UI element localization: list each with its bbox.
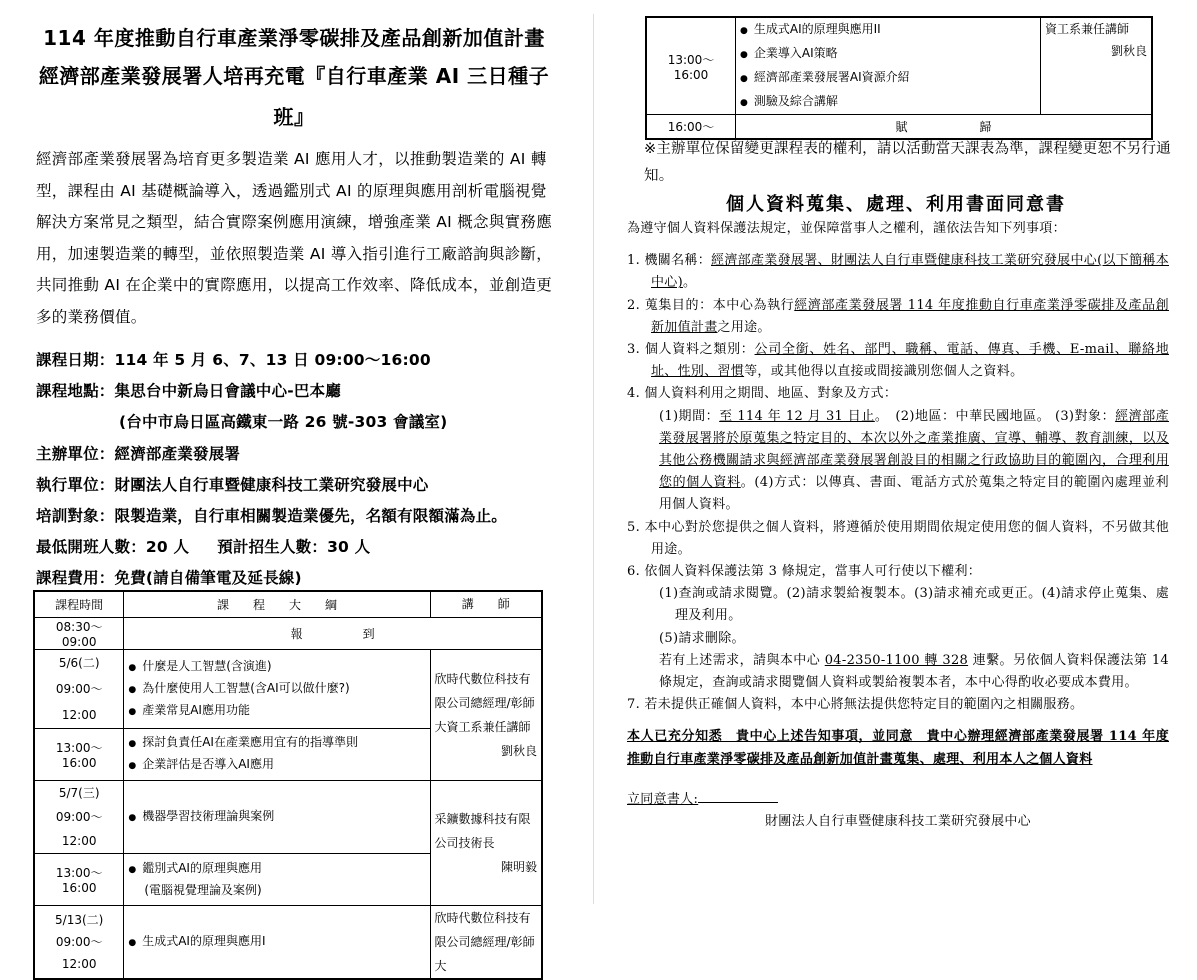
- topic-item: ● 機器學習技術理論與案例: [128, 806, 425, 828]
- topic-note: (電腦視覺理論及案例): [144, 883, 262, 897]
- day3-date: 5/13(二): [55, 912, 104, 927]
- consent-item-1: 1. 機關名稱：經濟部產業發展署、財團法人自行車暨健康科技工業研究發展中心(以下簡稱本中心)。: [627, 253, 1169, 291]
- consent-item-3: 3. 個人資料之類別：公司全銜、姓名、部門、職稱、電話、傳真、手機、E-mail、聯絡地址、性別、習慣等，或其他得以直接或間接識別您個人之資料。: [627, 342, 1169, 380]
- day2-am-range: 09:00～12:00: [55, 809, 103, 848]
- course-fee: 課程費用：免費(請自備筆電及延長線): [36, 569, 302, 588]
- executor: 執行單位：財團法人自行車暨健康科技工業研究發展中心: [36, 475, 429, 494]
- checkin-time: 08:30～09:00: [34, 617, 124, 649]
- topic-item: ● 經濟部產業發展署AI資源介紹: [740, 66, 1036, 90]
- consent-item-7: 7. 若未提供正確個人資料，本中心將無法提供您特定目的範圍內之相關服務。: [627, 697, 1084, 713]
- day2-am-time: [34, 780, 124, 853]
- day2-date: 5/7(三): [58, 785, 100, 800]
- topic-item: ● 為什麼使用人工智慧(含AI可以做什麼?): [128, 678, 425, 700]
- min-enrollment: 最低開班人數：20 人: [36, 538, 190, 557]
- consent-agreement: 本人已充分知悉 貴中心上述告知事項，並同意 貴中心辦理經濟部產業發展署 114 年度推動自行車產業淨零碳排及產品創新加值計畫蒐集、處理、利用本人之個人資料: [627, 729, 1169, 767]
- consent-org: 財團法人自行車暨健康科技工業研究發展中心: [764, 814, 1031, 830]
- signature-blank: [698, 802, 778, 803]
- schedule-table-continued: [645, 16, 1153, 140]
- schedule-table: [33, 590, 543, 980]
- day1-am-topics: [124, 649, 430, 728]
- title-line-2: 經濟部產業發展署人培再充電『自行車產業 AI 三日種子: [38, 64, 550, 88]
- teacher-org: 采鑛數據科技有限公司技術長: [434, 811, 531, 850]
- consent-item-6-rights: (1)查詢或請求閱覽。(2)請求製給複製本。(3)請求補充或更正。(4)請求停止蒐集、處理及利用。: [659, 586, 1169, 624]
- title-line-1: 114 年度推動自行車產業淨零碳排及產品創新加值計畫: [43, 26, 545, 50]
- signer-line: [627, 789, 1169, 811]
- checkin-label: 報 到: [124, 617, 542, 649]
- audience: 培訓對象：限製造業，自行車相關製造業優先，名額有限額滿為止。: [36, 507, 508, 526]
- schedule-notice: ※主辦單位保留變更課程表的權利，請以活動當天課表為準，課程變更恕不另行通知。: [644, 141, 1171, 184]
- topic-item: ● 生成式AI的原理與應用II: [740, 18, 1036, 42]
- teacher-name: 陳明毅: [500, 859, 537, 874]
- title-line-3: 班』: [273, 105, 315, 129]
- day1-am-time: [34, 649, 124, 728]
- day1-teacher: [430, 649, 542, 780]
- intro-paragraph: 經濟部產業發展署為培育更多製造業 AI 應用人才，以推動製造業的 AI 轉型，課程由 AI 基礎概論導入，透過鑑別式 AI 的原理與應用剖析電腦視覺解決方案常見之類型，結合實際案例應用演練，增強產業 AI 概念與實務應用，加速製造業的轉型，並依照製造業 AI 導入指引進行工廠諮詢與診斷，共同推動 AI 在企業中的實際應用，以提高工作效率、降低成本，並創造更多的業務價值。: [36, 150, 553, 326]
- header-teacher: 講 師: [430, 591, 542, 617]
- teacher-name: 劉秋良: [1110, 44, 1147, 58]
- course-address: (台中市烏日區高鐵東一路 26 號-303 會議室): [119, 413, 448, 432]
- topic-item: ● 企業導入AI策略: [740, 42, 1036, 66]
- day3-teacher: 欣時代數位科技有限公司總經理/彰師大: [430, 905, 542, 979]
- day3-am-time: [34, 905, 124, 979]
- consent-item-6-note: 若有上述需求，請與本中心 04-2350-1100 轉 328 連繫。另依個人資料保護法第 14 條規定，查詢或請求閱覽個人資料或製給複製本者，本中心得酌收必要成本費用。: [659, 652, 1169, 691]
- course-details: [24, 345, 564, 595]
- topic-item: ● 測驗及綜合講解: [740, 90, 1036, 114]
- consent-item-5: 5. 本中心對於您提供之個人資料，將遵循於使用期間依規定使用您的個人資料，不另做其他用途。: [627, 519, 1169, 557]
- day2-pm-time: 13:00～16:00: [34, 853, 124, 905]
- consent-body: [627, 218, 1169, 833]
- column-divider: [593, 14, 594, 904]
- consent-lead: 為遵守個人資料保護法規定，並保障當事人之權利，謹依法告知下列事項：: [627, 221, 1066, 236]
- course-date: 課程日期：114 年 5 月 6、7、13 日 09:00～16:00: [36, 351, 431, 369]
- day2-teacher: [430, 780, 542, 905]
- topic-item: ● 什麼是人工智慧(含演進): [128, 656, 425, 678]
- day3-pm-topics: [736, 17, 1041, 115]
- topic-item: ● 鑑別式AI的原理與應用: [128, 858, 425, 880]
- teacher-org: 欣時代數位科技有限公司總經理/彰師大資工系兼任講師: [434, 671, 535, 734]
- topic-item: ● 企業評估是否導入AI應用: [128, 754, 425, 776]
- end-time: 16:00～: [646, 115, 736, 139]
- consent-item-2: 2. 蒐集目的：本中心為執行經濟部產業發展署 114 年度推動自行車產業淨零碳排及產品創新加值計畫之用途。: [627, 297, 1169, 335]
- day1-pm-time: 13:00～16:00: [34, 728, 124, 780]
- consent-item-4-details: (1)期間：至 114 年 12 月 31 日止。 (2)地區：中華民國地區。 (3)對象：經濟部產業發展署將於原蒐集之特定目的、本次以外之產業推廣、宣導、輔導、教育訓練，以及其他公務機關請求與經濟部產業發展署創設目的相關之行政協助目的範圍內，合理利用您的個人資料。(4)方式：以傳真、書面、電話方式於蒐集之特定目的範圍內處理並利用個人資料。: [659, 408, 1170, 513]
- course-venue: 課程地點：集思台中新烏日會議中心-巴本廳: [36, 382, 341, 401]
- teacher-name: 劉秋良: [500, 743, 537, 758]
- day2-am-topics: [124, 780, 430, 853]
- teacher-org: 資工系兼任講師: [1045, 22, 1130, 36]
- topic-item: ● 探討負責任AI在產業應用宜有的指導準則: [128, 732, 425, 754]
- consent-item-6: 6. 依個人資料保護法第 3 條規定，當事人可行使以下權利：: [627, 564, 982, 580]
- header-time: 課程時間: [34, 591, 124, 617]
- day3-am-range: 09:00～12:00: [55, 934, 103, 971]
- day3-pm-time: 13:00～16:00: [646, 17, 736, 115]
- consent-title: 個人資料蒐集、處理、利用書面同意書: [726, 194, 1066, 215]
- day1-am-range: 09:00～12:00: [55, 681, 103, 722]
- topic-item: ● 產業常見AI應用功能: [128, 700, 425, 722]
- left-column: [24, 14, 564, 595]
- day3-am-topics: [124, 905, 430, 979]
- consent-item-6-delete: (5)請求刪除。: [659, 630, 745, 646]
- day1-pm-topics: [124, 728, 430, 780]
- day2-pm-topics: [124, 853, 430, 905]
- header-outline: 課 程 大 綱: [124, 591, 430, 617]
- day1-date: 5/6(二): [58, 655, 100, 670]
- day3-teacher-cont: [1041, 17, 1153, 115]
- consent-item-4: 4. 個人資料利用之期間、地區、對象及方式：: [627, 386, 898, 402]
- expected-enrollment: 預計招生人數：30 人: [217, 538, 371, 557]
- enrollment: [36, 532, 564, 563]
- organizer: 主辦單位：經濟部產業發展署: [36, 444, 241, 463]
- topic-item: ● 生成式AI的原理與應用I: [128, 931, 425, 953]
- signer-label: 立同意書人:: [627, 791, 699, 807]
- end-label: 賦 歸: [736, 115, 1153, 139]
